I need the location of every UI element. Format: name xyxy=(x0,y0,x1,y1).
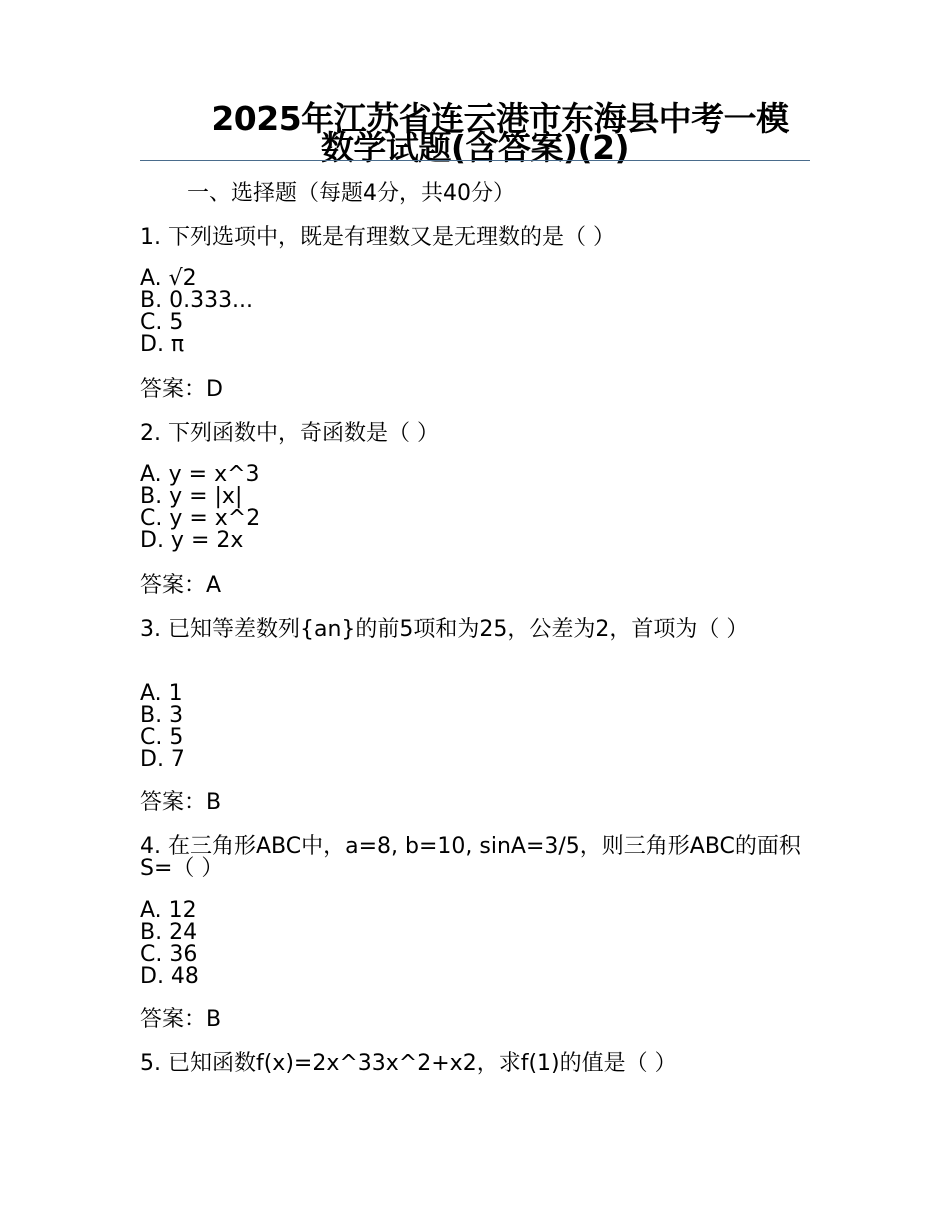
question-4-stem: 4. 在三角形ABC中，a=8, b=10, sinA=3/5，则三角形ABC的面积S=（ ） xyxy=(140,834,801,881)
question-4-options xyxy=(140,900,199,988)
question-3-option-a: A. 1 xyxy=(140,681,183,706)
question-1-stem: 1. 下列选项中，既是有理数又是无理数的是（ ） xyxy=(140,225,615,250)
question-3-option-d: D. 7 xyxy=(140,747,185,772)
question-4-option-d: D. 48 xyxy=(140,964,199,989)
question-1-option-d: D. π xyxy=(140,332,185,357)
question-3-options xyxy=(140,683,185,771)
section-heading: 一、选择题（每题4分，共40分） xyxy=(187,181,515,206)
question-1-option-a: A. √2 xyxy=(140,266,197,291)
question-4-option-a: A. 12 xyxy=(140,898,197,923)
question-2-stem: 2. 下列函数中，奇函数是（ ） xyxy=(140,421,439,446)
question-2-answer: 答案：A xyxy=(140,573,222,598)
title-line-2: 数学试题(含答案)(2) xyxy=(320,128,630,167)
question-3-option-c: C. 5 xyxy=(140,725,184,750)
question-4-option-b: B. 24 xyxy=(140,920,198,945)
question-2-option-d: D. y = 2x xyxy=(140,528,244,553)
question-5-stem: 5. 已知函数f(x)=2x^33x^2+x2，求f(1)的值是（ ） xyxy=(140,1051,677,1076)
title-divider xyxy=(140,160,810,161)
question-2-option-c: C. y = x^2 xyxy=(140,506,261,531)
question-2-options xyxy=(140,464,260,552)
question-2-option-a: A. y = x^3 xyxy=(140,462,260,487)
question-2-option-b: B. y = |x| xyxy=(140,484,243,509)
question-4-answer: 答案：B xyxy=(140,1007,222,1032)
question-1-option-b: B. 0.333... xyxy=(140,288,254,313)
question-3-answer: 答案：B xyxy=(140,790,222,815)
question-4-option-c: C. 36 xyxy=(140,942,198,967)
question-3-stem: 3. 已知等差数列{an}的前5项和为25，公差为2，首项为（ ） xyxy=(140,617,749,642)
question-3-option-b: B. 3 xyxy=(140,703,184,728)
question-1-options xyxy=(140,268,253,356)
title-line-1: 2025年江苏省连云港市东海县中考一模 xyxy=(211,99,789,138)
question-1-answer: 答案：D xyxy=(140,377,223,402)
document-title xyxy=(140,99,810,167)
question-1-option-c: C. 5 xyxy=(140,310,184,335)
